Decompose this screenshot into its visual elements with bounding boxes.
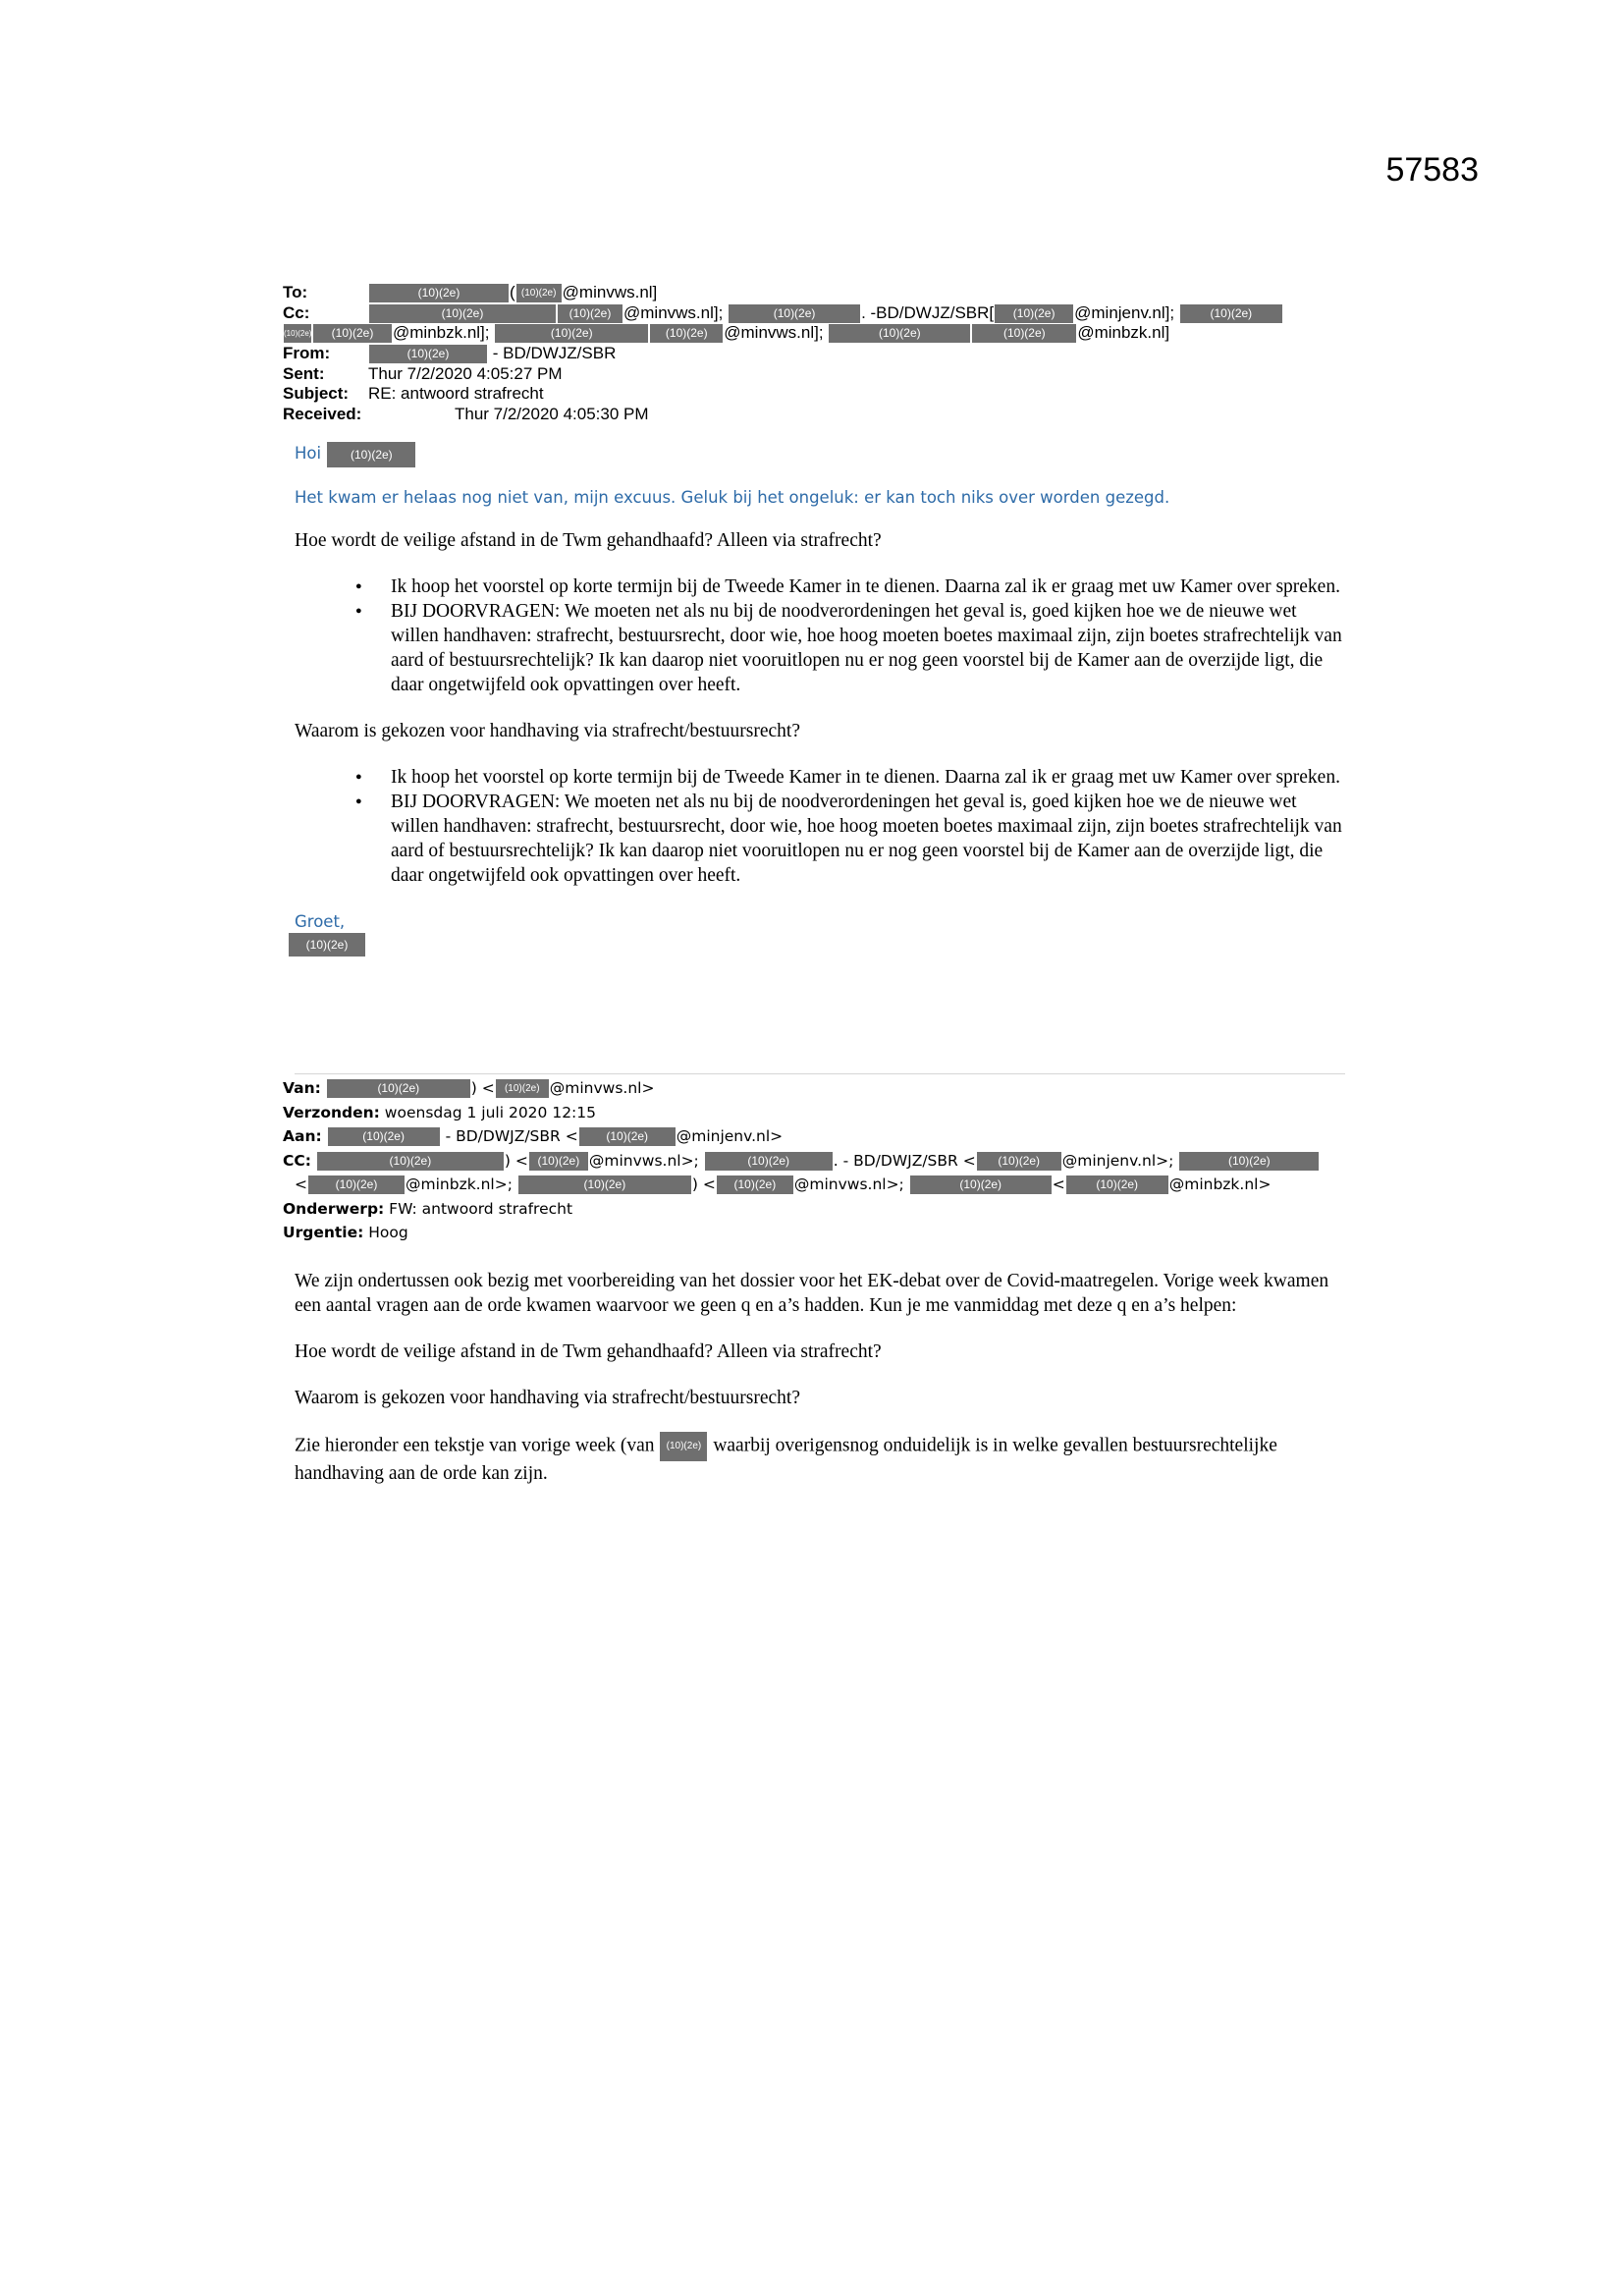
email-body — [295, 440, 1345, 957]
redaction-box: (10)(2e) — [977, 1152, 1061, 1171]
intro-text: Het kwam er helaas nog niet van, mijn excuus. Geluk bij het ongeluk: er kan toch niks over worden gezegd. — [295, 488, 1170, 507]
redaction-box: (10)(2e) — [289, 933, 365, 957]
redaction-box: (10)(2e) — [650, 324, 723, 343]
cc-line-continued — [283, 1173, 1353, 1197]
bullet-item: ● BIJ DOORVRAGEN: We moeten net als nu bij de noodverordeningen het geval is, goed kijken hoe we de nieuwe wet willen handhaven: strafrecht, bestuursrecht, door wie, hoe hoog moeten boetes maximaal zijn, zijn boetes strafrechtelijk van aard of bestuursrechtelijk? Ik kan daarop niet vooruitlopen nu er nog geen voorstel bij de Kamer aan de overzijde ligt, die daar ongetwijfeld ook opvattingen over heeft. — [391, 790, 1345, 888]
closing: Groet, — [295, 912, 346, 931]
redaction-box: (10)(2e) — [717, 1175, 793, 1194]
cc-line — [283, 303, 1343, 324]
forwarded-body — [295, 1269, 1345, 1486]
sent-label: Sent: — [283, 363, 325, 383]
from-label: From: — [283, 344, 331, 363]
verzonden-value: woensdag 1 juli 2020 12:15 — [384, 1103, 596, 1121]
redaction-box: (10)(2e) — [496, 1079, 549, 1098]
cc-address: . -BD/DWJZ/SBR[ — [861, 302, 995, 322]
redaction-box: (10)(2e) — [369, 304, 556, 323]
question-1: Hoe wordt de veilige afstand in de Twm gehandhaafd? Alleen via strafrecht? — [295, 1341, 882, 1362]
redaction-box: (10)(2e) — [516, 284, 562, 302]
cc-address: @minbzk.nl]; — [393, 323, 490, 343]
cc-address: @minbzk.nl] — [1077, 323, 1170, 343]
van-line — [283, 1076, 1353, 1101]
cc-address: @minjenv.nl]; — [1074, 302, 1175, 322]
redaction-box: (10)(2e) — [313, 324, 392, 343]
page-number: 57583 — [1385, 151, 1479, 189]
urgentie-label: Urgentie: — [283, 1224, 364, 1241]
cc-address: @minvws.nl]; — [724, 323, 824, 343]
redaction-box: (10)(2e) — [369, 284, 509, 302]
paragraph-2 — [295, 1432, 1345, 1486]
bullet-item: ● Ik hoop het voorstel op korte termijn bij de Tweede Kamer in te dienen. Daarna zal ik er graag met uw Kamer over spreken. — [391, 765, 1345, 790]
redaction-box: (10)(2e) — [284, 324, 311, 343]
redaction-box: (10)(2e) — [660, 1432, 707, 1461]
received-value: Thur 7/2/2020 4:05:30 PM — [455, 405, 649, 424]
to-line — [283, 283, 1343, 303]
received-line — [283, 405, 1343, 425]
cc-separator: ) < — [504, 1151, 528, 1170]
urgentie-value: Hoog — [368, 1224, 408, 1241]
paragraph-1: We zijn ondertussen ook bezig met voorbereiding van het dossier voor het EK-debat over de Covid-maatregelen. Vorige week kwamen een aantal vragen aan de orde kwamen waarvoor we geen q en a’s hadden. Kun je me vanmiddag met deze q en a’s helpen: — [295, 1271, 1329, 1316]
redaction-box: (10)(2e) — [529, 1152, 588, 1171]
cc-label: Cc: — [283, 302, 310, 322]
redaction-box: (10)(2e) — [369, 345, 487, 363]
redaction-box: (10)(2e) — [729, 304, 860, 323]
cc-address: @minvws.nl]; — [623, 302, 724, 322]
aan-label: Aan: — [283, 1127, 322, 1145]
bullet-item: ● BIJ DOORVRAGEN: We moeten net als nu bij de noodverordeningen het geval is, goed kijken hoe we de nieuwe wet willen handhaven: strafrecht, bestuursrecht, door wie, hoe hoog moeten boetes maximaal zijn, zijn boetes strafrechtelijk van aard of bestuursrechtelijk? Ik kan daarop niet vooruitlopen nu er nog geen voorstel bij de Kamer aan de overzijde ligt, die daar ongetwijfeld ook opvattingen over heeft. — [391, 599, 1345, 697]
cc-separator: ) < — [691, 1175, 716, 1193]
forwarded-header — [283, 1076, 1353, 1245]
redaction-box: (10)(2e) — [1066, 1175, 1168, 1194]
cc-separator: < — [295, 1175, 307, 1193]
redaction-box: (10)(2e) — [995, 304, 1073, 323]
bullet-item: ● Ik hoop het voorstel op korte termijn bij de Tweede Kamer in te dienen. Daarna zal ik er graag met uw Kamer over spreken. — [391, 574, 1345, 599]
redaction-box: (10)(2e) — [327, 442, 415, 467]
onderwerp-value: FW: antwoord strafrecht — [389, 1199, 573, 1218]
redaction-box: (10)(2e) — [579, 1127, 676, 1146]
to-separator: ( — [510, 283, 515, 301]
redaction-box: (10)(2e) — [910, 1175, 1052, 1194]
verzonden-label: Verzonden: — [283, 1103, 380, 1121]
email-header — [283, 283, 1343, 425]
question-2: Waarom is gekozen voor handhaving via strafrecht/bestuursrecht? — [295, 721, 800, 741]
redaction-box: (10)(2e) — [829, 324, 970, 343]
question-2: Waarom is gekozen voor handhaving via strafrecht/bestuursrecht? — [295, 1388, 800, 1408]
redaction-box: (10)(2e) — [328, 1127, 440, 1146]
cc-address: . - BD/DWJZ/SBR < — [833, 1151, 976, 1170]
onderwerp-label: Onderwerp: — [283, 1199, 385, 1218]
sent-value: Thur 7/2/2020 4:05:27 PM — [368, 363, 563, 383]
greeting-line — [295, 440, 1345, 467]
redaction-box: (10)(2e) — [327, 1079, 470, 1098]
aan-line — [283, 1124, 1353, 1149]
from-line — [283, 344, 1343, 364]
redaction-box: (10)(2e) — [558, 304, 623, 323]
cc-address: @minvws.nl>; — [588, 1151, 699, 1170]
redaction-box: (10)(2e) — [518, 1175, 691, 1194]
van-address: @minvws.nl> — [549, 1079, 655, 1097]
cc-separator: < — [1052, 1175, 1065, 1193]
to-label: To: — [283, 283, 308, 301]
cc-label: CC: — [283, 1151, 311, 1170]
greeting: Hoi — [295, 444, 322, 463]
cc-address: @minvws.nl>; — [793, 1175, 904, 1193]
redaction-box: (10)(2e) — [317, 1152, 504, 1171]
question-1: Hoe wordt de veilige afstand in de Twm gehandhaafd? Alleen via strafrecht? — [295, 530, 882, 551]
to-address: @minvws.nl] — [562, 283, 658, 301]
paragraph-2-start: Zie hieronder een tekstje van vorige week (van — [295, 1435, 655, 1456]
aan-address: @minjenv.nl> — [676, 1127, 784, 1145]
redaction-box: (10)(2e) — [495, 324, 648, 343]
urgentie-line — [283, 1221, 1353, 1245]
cc-line-continued — [283, 323, 1343, 344]
question-1-bullets — [295, 574, 1345, 697]
received-label: Received: — [283, 405, 362, 424]
cc-address: @minbzk.nl> — [1168, 1175, 1272, 1193]
aan-value: - BD/DWJZ/SBR < — [445, 1127, 578, 1145]
from-value: - BD/DWJZ/SBR — [492, 344, 617, 363]
subject-label: Subject: — [283, 384, 350, 404]
sent-line — [283, 364, 1343, 385]
verzonden-line — [283, 1101, 1353, 1125]
cc-line — [283, 1149, 1353, 1174]
paragraph-2-end: waarbij overigensnog onduidelijk is in welke gevallen bestuursrechtelijke handhaving aan de orde kan zijn. — [295, 1435, 1277, 1484]
redaction-box: (10)(2e) — [705, 1152, 833, 1171]
signature-line — [288, 933, 1345, 957]
subject-line — [283, 384, 1343, 405]
redaction-box: (10)(2e) — [972, 324, 1076, 343]
redaction-box: (10)(2e) — [308, 1175, 405, 1194]
redaction-box: (10)(2e) — [1180, 304, 1282, 323]
cc-address: @minbzk.nl>; — [406, 1175, 513, 1193]
cc-address: @minjenv.nl>; — [1061, 1151, 1174, 1170]
van-label: Van: — [283, 1079, 321, 1097]
subject-value: RE: antwoord strafrecht — [368, 384, 544, 404]
question-2-bullets — [295, 765, 1345, 888]
onderwerp-line — [283, 1197, 1353, 1222]
message-divider — [295, 1073, 1345, 1074]
redaction-box: (10)(2e) — [1179, 1152, 1319, 1171]
van-separator: ) < — [470, 1079, 495, 1097]
